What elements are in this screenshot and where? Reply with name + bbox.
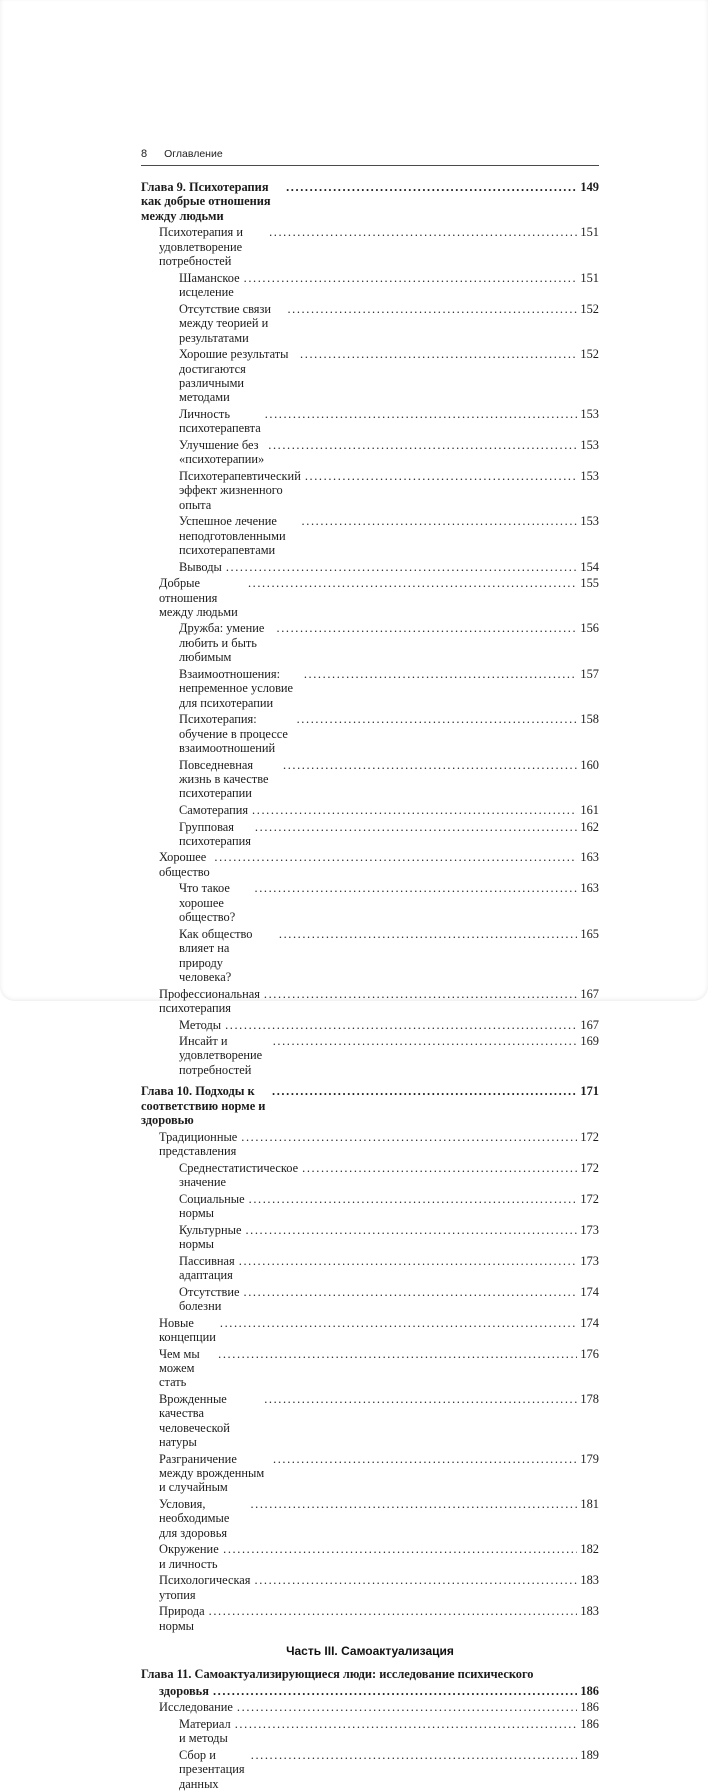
dot-leader [225,1018,577,1032]
toc-entry-title: Успешное лечение неподготовленными психотерапевтами [179,514,286,557]
dot-leader [297,712,578,726]
toc-entry-page: 174 [580,1315,599,1330]
toc-entry [141,802,599,819]
toc-entry-title: Психологическая утопия [159,1573,251,1602]
toc-entry-page: 186 [580,1700,599,1715]
toc-entry-title: Чем мы можем стать [159,1346,200,1390]
toc-entry [141,880,599,925]
toc-entry [141,1541,599,1572]
toc-entry [141,1033,599,1078]
dot-leader [250,1497,577,1511]
toc-entry [141,666,599,711]
toc-entry [141,711,599,756]
toc-entry [141,1129,599,1160]
toc-entry-title: Отсутствие связи между теорией и результатами [179,301,272,345]
dot-leader [268,438,577,452]
toc-entry-page: 149 [580,180,599,195]
toc-entry-title: Окружение и личность [159,1542,219,1571]
toc-entry-page: 151 [580,225,599,240]
toc-entry [141,1391,599,1451]
toc-entry-page: 151 [580,270,599,285]
toc-entry-page: 153 [580,468,599,483]
toc-entry-page: 174 [580,1284,599,1299]
dot-leader [223,1542,577,1556]
toc-entry-title: Взаимоотношения: непременное условие для психотерапии [179,666,294,710]
page-number: 8 [141,148,148,160]
toc-entry [141,1016,599,1033]
toc-entry [141,346,599,406]
toc-entry-title: Улучшение без «психотерапии» [179,437,265,467]
toc-entry-title: Пассивная адаптация [179,1253,235,1283]
toc-entry [141,270,599,301]
toc-entry-title: Новые концепции [159,1315,216,1345]
toc-entry-page: 181 [580,1497,599,1512]
toc-entry [141,301,599,346]
dot-leader [265,407,578,421]
toc-entry [141,468,599,513]
dot-leader [255,881,578,895]
toc-entry [141,1747,599,1792]
toc-entry-page: 162 [580,819,599,834]
toc-entry [141,1683,599,1700]
toc-entry [141,406,599,437]
toc-entry [141,756,599,801]
toc-entry-title: Хорошие результаты достигаются различными методами [179,347,289,405]
dot-leader [279,927,578,941]
toc-entry-title: Психотерапия и удовлетворение потребностей [159,225,243,269]
toc-entry-title: Самотерапия [179,802,249,817]
toc-entry [141,1222,599,1253]
dot-leader [277,621,578,635]
dot-leader [283,758,577,772]
toc-entry-page: 165 [580,926,599,941]
toc-entry-page: 160 [580,757,599,772]
dot-leader [264,1392,577,1406]
toc-entry-page: 172 [580,1191,599,1206]
dot-leader [302,514,578,528]
toc-entry-page: 167 [580,986,599,1001]
toc-entry [141,437,599,468]
dot-leader [255,820,577,834]
toc-entry-page: 155 [580,576,599,591]
toc-entry-page: 156 [580,621,599,636]
toc-entry [141,224,599,269]
dot-leader [286,180,577,194]
toc-entry-title: здоровья [159,1683,209,1698]
toc-entry [141,620,599,665]
toc-entry [141,1284,599,1315]
dot-leader [269,225,577,239]
toc-entry-page: 153 [580,514,599,529]
dot-leader [218,1347,577,1361]
toc-entry [141,1315,599,1346]
toc-entry-page: 182 [580,1542,599,1557]
dot-leader [251,1748,578,1762]
toc-entry [141,849,599,880]
toc-entry-page: 158 [580,712,599,727]
toc-entry-title: Культурные нормы [179,1222,242,1252]
dot-leader [214,850,577,864]
toc-entry [141,513,599,558]
toc-entry [141,1191,599,1222]
dot-leader [220,1316,578,1330]
book-page [141,148,599,1792]
toc-entry-page: 186 [580,1683,599,1698]
toc-entry [141,1346,599,1391]
toc-entry-page: 172 [580,1129,599,1144]
toc-entry-page: 169 [580,1034,599,1049]
dot-leader [252,803,577,817]
dot-leader [226,560,578,574]
toc-entry [141,818,599,849]
toc-entry-title: Как общество влияет на природу человека? [179,926,253,984]
toc-entry-title: Социальные нормы [179,1191,245,1221]
toc-entry [141,1699,599,1716]
toc-entry-page: 183 [580,1604,599,1619]
toc-entry [141,1496,599,1541]
toc-entry-title: Методы [179,1017,222,1032]
toc-entry-title: Что такое хорошее общество? [179,881,236,925]
toc-entry [141,926,599,986]
toc-entry [141,1666,599,1683]
toc-entry-title: Групповая психотерапия [179,819,251,848]
part-heading: Часть III. Самоактуализация [286,1644,454,1659]
toc-entry-title: Разграничение между врожденным и случайным [159,1451,265,1495]
toc-entry-title: Психотерапия: обучение в процессе взаимоотношений [179,712,288,755]
dot-leader [209,1604,578,1618]
toc-entry-page: 152 [580,347,599,362]
toc-entry-page: 183 [580,1573,599,1588]
toc-entry-page: 171 [580,1084,599,1099]
toc-entry-page: 176 [580,1346,599,1361]
toc-entry-title: Инсайт и удовлетворение потребностей [179,1034,263,1077]
toc-entry-title: Врожденные качества человеческой натуры [159,1391,230,1450]
running-title: Оглавление [164,148,223,160]
toc-entry-title: Глава 11. Самоактуализирующиеся люди: исследование психического [141,1667,534,1682]
toc-entry-title: Глава 9. Психотерапия как добрые отношения между людьми [141,180,271,223]
toc-entry [141,179,599,224]
toc-entry-title: Материал и методы [179,1717,231,1746]
dot-leader [302,1161,577,1175]
dot-leader [239,1254,578,1268]
toc-entry-title: Профессиональная психотерапия [159,986,260,1015]
dot-leader [305,469,578,483]
dot-leader [273,1034,578,1048]
toc-entry-title: Сбор и презентация данных [179,1748,245,1791]
toc-entry-title: Исследование [159,1700,233,1715]
dot-leader [213,1684,577,1698]
toc-entry [141,1083,599,1128]
toc-entry-title: Среднестатистическое значение [179,1160,299,1190]
toc-entry-page: 154 [580,559,599,574]
toc-entry [141,1716,599,1747]
dot-leader [237,1700,577,1714]
toc-entry-title: Психотерапевтический эффект жизненного опыта [179,468,301,512]
toc-entry [141,575,599,620]
toc-entry-page: 153 [580,437,599,452]
dot-leader [245,1223,577,1237]
toc-entry-title: Дружба: умение любить и быть любимым [179,621,265,665]
toc-entry-page: 157 [580,666,599,681]
dot-leader [287,302,577,316]
toc-entry-title: Условия, необходимые для здоровья [159,1497,230,1540]
toc-entry [141,1160,599,1191]
toc-entry-page: 161 [580,802,599,817]
toc-entry-title: Традиционные представления [159,1129,238,1159]
dot-leader [249,1192,578,1206]
dot-leader [300,347,577,361]
dot-leader [255,1573,578,1587]
dot-leader [244,1285,578,1299]
dot-leader [244,271,578,285]
dot-leader [248,576,577,590]
toc-entry-title: Хорошее общество [159,850,210,879]
toc-entry [141,558,599,575]
toc-entry-page: 186 [580,1717,599,1732]
toc-entry [141,1451,599,1496]
toc-entry [141,1572,599,1603]
toc-entry-page: 153 [580,406,599,421]
toc-entry-page: 178 [580,1391,599,1406]
toc-entry-title: Повседневная жизнь в качестве психотерапии [179,757,269,801]
dot-leader [241,1130,577,1144]
toc-entry-title: Природа нормы [159,1604,205,1633]
toc-entry-page: 163 [580,850,599,865]
toc-entry-title: Шаманское исцеление [179,270,240,300]
toc-entry-title: Добрые отношения между людьми [159,576,238,619]
toc-entry-page: 163 [580,881,599,896]
dot-leader [264,987,578,1001]
dot-leader [273,1452,577,1466]
table-of-contents [141,179,599,1792]
page-header [141,148,599,166]
toc-entry-page: 172 [580,1160,599,1175]
toc-entry-page: 189 [580,1748,599,1763]
toc-entry-page: 173 [580,1222,599,1237]
dot-leader [235,1717,578,1731]
toc-entry [141,1603,599,1634]
toc-entry-title: Личность психотерапевта [179,406,261,436]
dot-leader [272,1084,577,1098]
toc-entry-title: Отсутствие болезни [179,1284,240,1314]
dot-leader [304,667,578,681]
toc-entry-page: 179 [580,1451,599,1466]
toc-entry-title: Выводы [179,559,222,574]
toc-entry-page: 167 [580,1017,599,1032]
toc-entry-title: Глава 10. Подходы к соответствию норме и здоровью [141,1084,266,1128]
toc-entry-page: 152 [580,301,599,316]
toc-entry-page: 173 [580,1253,599,1268]
toc-entry [141,1253,599,1284]
